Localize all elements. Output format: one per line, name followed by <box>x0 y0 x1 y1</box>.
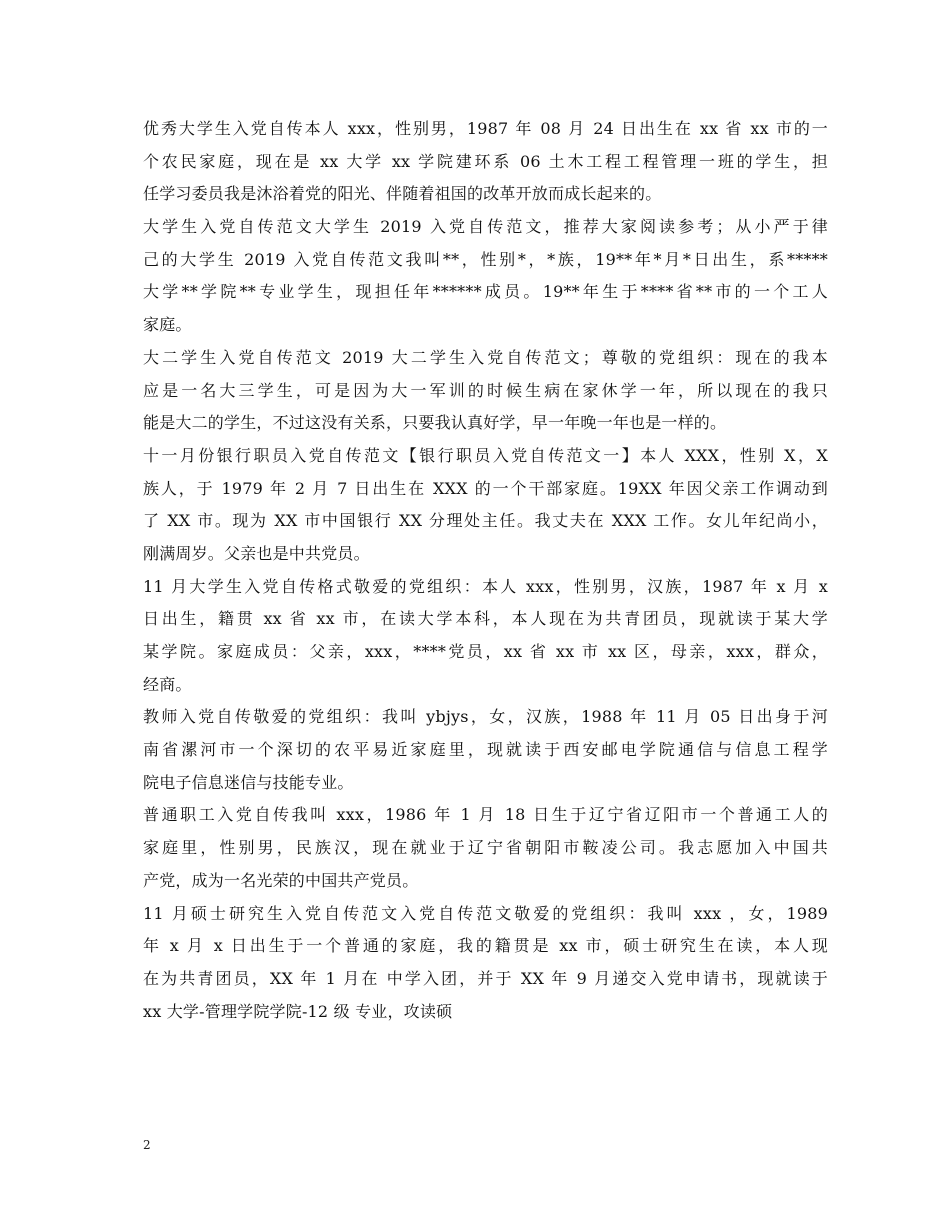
text-line: 普通职工入党自传我叫 xxx，1986 年 1 月 18 日生于辽宁省辽阳市一个普通工人的 <box>143 805 828 825</box>
text-line: 11 月硕士研究生入党自传范文入党自传范文敬爱的党组织：我叫 xxx ，女，1989 <box>143 903 828 923</box>
text-line: 大学生入党自传范文大学生 2019 入党自传范文，推荐大家阅读参考；从小严于律 <box>143 217 828 237</box>
text-line: 应是一名大三学生，可是因为大一军训的时候生病在家休学一年，所以现在的我只 <box>143 380 828 400</box>
paragraph-5 <box>143 571 828 702</box>
text-line: 产党，成为一名光荣的中国共产党员。 <box>143 870 419 890</box>
page-number: 2 <box>143 1138 151 1152</box>
text-line: 日出生，籍贯 xx 省 xx 市，在读大学本科，本人现在为共青团员，现就读于某大学 <box>143 609 828 629</box>
text-line: 优秀大学生入党自传本人 xxx，性别男，1987 年 08 月 24 日出生在 xx 省 xx 市的一 <box>143 119 828 138</box>
text-line: 南省漯河市一个深切的农平易近家庭里，现就读于西安邮电学院通信与信息工程学 <box>143 740 828 760</box>
paragraph-8 <box>143 898 828 1029</box>
text-line: 家庭。 <box>143 315 192 335</box>
text-line: 教师入党自传敬爱的党组织：我叫 ybjys，女，汉族，1988 年 11 月 05 日出身于河 <box>143 707 828 727</box>
text-line: 大二学生入党自传范文 2019 大二学生入党自传范文；尊敬的党组织：现在的我本 <box>143 347 828 367</box>
text-line: 某学院。家庭成员：父亲，xxx，****党员，xx 省 xx 市 xx 区，母亲，xxx，群众， <box>143 642 828 661</box>
text-line: 个农民家庭，现在是 xx 大学 xx 学院建环系 06 土木工程工程管理一班的学生，担 <box>143 151 828 171</box>
text-line: xx 大学-管理学院学院-12 级 专业，攻读硕 <box>143 1001 453 1021</box>
text-line: 任学习委员我是沐浴着党的阳光、伴随着祖国的改革开放而成长起来的。 <box>143 184 662 204</box>
paragraph-6 <box>143 701 828 799</box>
text-line: 能是大二的学生，不过这没有关系，只要我认真好学，早一年晚一年也是一样的。 <box>143 413 727 433</box>
text-line: 院电子信息迷信与技能专业。 <box>143 772 354 792</box>
paragraph-7 <box>143 799 828 897</box>
text-line: 11 月大学生入党自传格式敬爱的党组织：本人 xxx，性别男，汉族，1987 年 x 月 x <box>143 576 828 596</box>
text-line: 家庭里，性别男，民族汉，现在就业于辽宁省朝阳市鞍凌公司。我志愿加入中国共 <box>143 838 828 858</box>
document-body <box>143 113 828 1028</box>
text-line: 在为共青团员，XX 年 1 月在 中学入团，并于 XX 年 9 月递交入党申请书，现就读于 <box>143 968 828 988</box>
text-line: 刚满周岁。父亲也是中共党员。 <box>143 543 370 563</box>
paragraph-1 <box>143 113 828 211</box>
text-line: 经商。 <box>143 674 192 694</box>
text-line: 己的大学生 2019 入党自传范文我叫**，性别*，*族，19**年*月*日出生，系***** <box>143 249 828 269</box>
text-line: 大学**学院**专业学生，现担任年******成员。19**年生于****省**市的一个工人 <box>143 282 828 302</box>
text-line: 了 XX 市。现为 XX 市中国银行 XX 分理处主任。我丈夫在 XXX 工作。女儿年纪尚小， <box>143 511 828 531</box>
paragraph-4 <box>143 440 828 571</box>
text-line: 族人，于 1979 年 2 月 7 日出生在 XXX 的一个干部家庭。19XX 年因父亲工作调动到 <box>143 478 828 498</box>
text-line: 十一月份银行职员入党自传范文【银行职员入党自传范文一】本人 XXX，性别 X，X <box>143 445 828 465</box>
text-line: 年 x 月 x 日出生于一个普通的家庭，我的籍贯是 xx 市，硕士研究生在读，本人现 <box>143 936 828 956</box>
paragraph-3 <box>143 342 828 440</box>
paragraph-2 <box>143 211 828 342</box>
